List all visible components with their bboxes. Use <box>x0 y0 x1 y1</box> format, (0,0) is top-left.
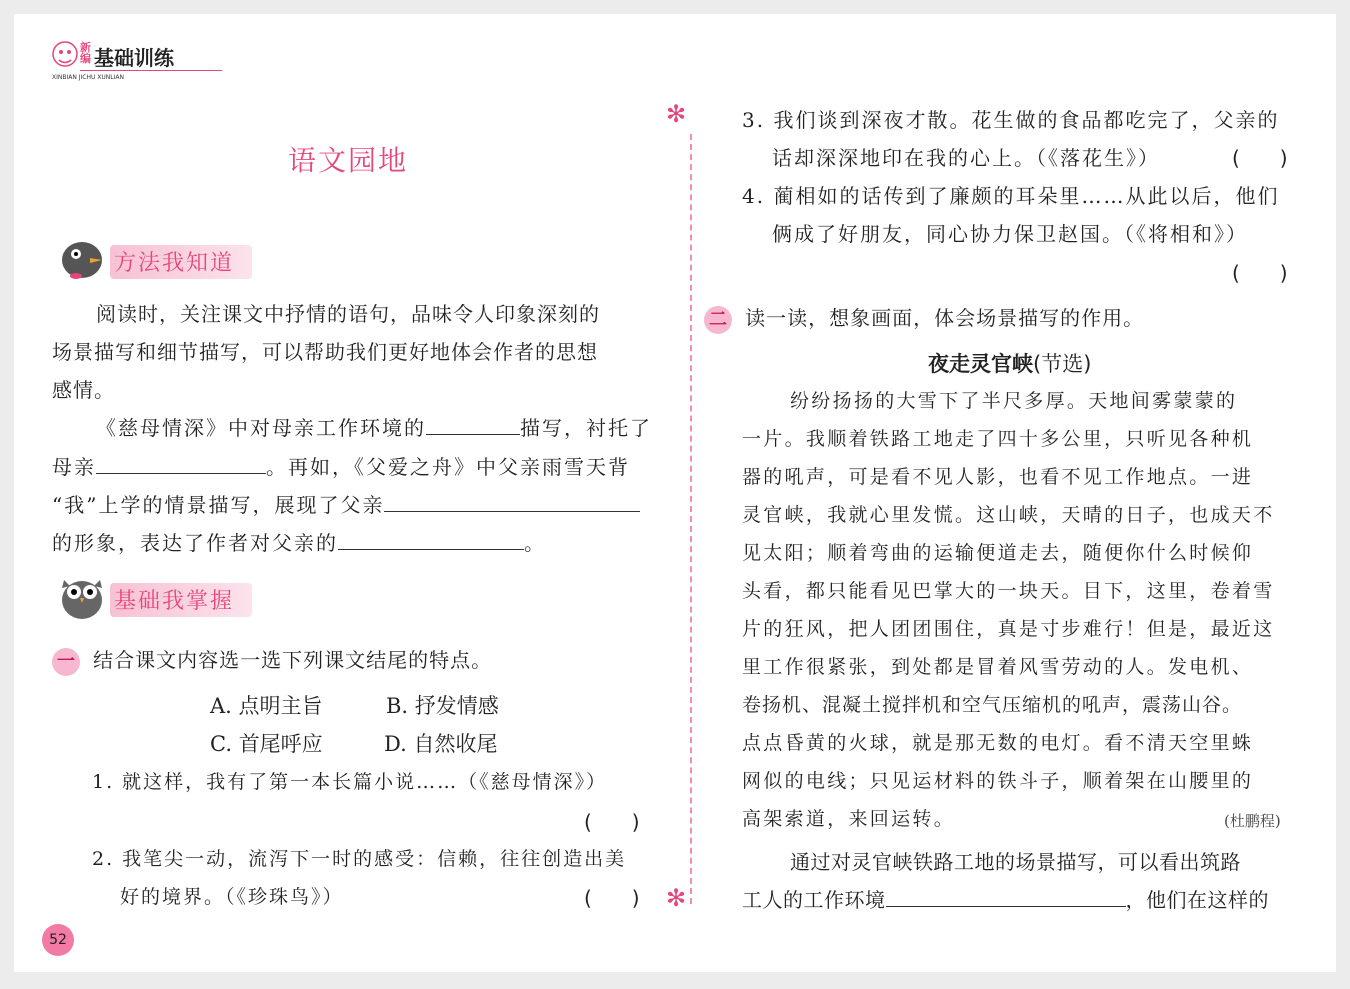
brand-top: 新编 <box>80 41 91 65</box>
brand-logo <box>50 38 190 81</box>
option-text: 首尾呼应 <box>238 732 323 756</box>
method-line-1: 阅读时，关注课文中抒情的语句，品味令人印象深刻的 <box>96 302 600 326</box>
question2 <box>704 302 1144 334</box>
method-line-2: 场景描写和细节描写，可以帮助我们更好地体会作者的思想 <box>52 340 598 364</box>
answer-paren[interactable]: ( ) <box>1232 146 1288 170</box>
answer-paren[interactable]: ( ) <box>584 810 640 834</box>
item-2-line-2: 好的境界。（《珍珠鸟》） <box>120 886 344 908</box>
item-4-line-1: 4. 蔺相如的话传到了廉颇的耳朵里……从此以后，他们 <box>742 184 1280 208</box>
method-line-3: 感情。 <box>52 378 115 402</box>
answer-paren[interactable]: ( ) <box>1232 261 1288 285</box>
passage-line: 卷扬机、混凝土搅拌机和空气压缩机的吼声，震荡山谷。 <box>742 694 1243 716</box>
option-letter: D. <box>384 732 407 756</box>
item-3-line-2: 话却深深地印在我的心上。（《落花生》） <box>772 146 1160 170</box>
passage-line: 灵官峡，我就心里发慌。这山峡，天晴的日子，也成天不 <box>742 504 1275 526</box>
item-3-line-1: 3. 我们谈到深夜才散。花生做的食品都吃完了，父亲的 <box>742 108 1280 132</box>
page-divider <box>690 134 692 904</box>
fill-line-3 <box>52 489 640 518</box>
final-line-2 <box>742 884 1269 913</box>
blank-input[interactable] <box>338 531 524 550</box>
answer-paren[interactable]: ( ) <box>584 886 640 910</box>
option-d <box>384 728 497 758</box>
q1-badge: 一 <box>52 648 80 676</box>
passage-title-main: 夜走灵官峡 <box>928 352 1033 376</box>
passage-line: 里工作很紧张，到处都是冒着风雪劳动的人。发电机、 <box>742 656 1254 678</box>
final-text: 工人的工作环境 <box>742 888 886 912</box>
passage-line: 网似的电线；只见运材料的铁斗子，顺着架在山腰里的 <box>742 770 1254 792</box>
final-line-1: 通过对灵官峡铁路工地的场景描写，可以看出筑路 <box>790 850 1241 874</box>
fill-text: 《慈母情深》中对母亲工作环境的 <box>96 416 426 440</box>
fill-text: 。再如，《父爱之舟》中父亲雨雪天背 <box>266 455 630 479</box>
page-title: 语文园地 <box>288 144 409 177</box>
passage-line: 纷纷扬扬的大雪下了半尺多厚。天地间雾蒙蒙的 <box>790 390 1238 412</box>
passage-line: 高架索道，来回运转。 <box>742 808 956 830</box>
page-number-text: 52 <box>49 932 67 948</box>
passage-author: (杜鹏程) <box>1224 812 1281 830</box>
option-b <box>386 690 499 720</box>
passage-line: 点点昏黄的火球，就是那无数的电灯。看不清天空里蛛 <box>742 732 1254 754</box>
option-text: 点明主旨 <box>238 694 323 718</box>
blank-input[interactable] <box>96 455 266 474</box>
passage-line: 片的狂风，把人团团围住，真是寸步难行！但是，最近这 <box>742 618 1275 640</box>
option-c <box>210 728 323 758</box>
fill-text: 描写，衬托了 <box>520 416 652 440</box>
item-2-line-1: 2. 我笔尖一动，流泻下一时的感受：信赖，往往创造出美 <box>92 848 627 870</box>
item-4-line-2: 俩成了好朋友，同心协力保卫赵国。（《将相和》） <box>772 222 1248 246</box>
passage-line: 一片。我顺着铁路工地走了四十多公里，只听见各种机 <box>742 428 1254 450</box>
passage-line: 头看，都只能看见巴掌大的一块天。目下，这里，卷着雪 <box>742 580 1275 602</box>
blank-input[interactable] <box>426 416 520 435</box>
brand-main: 基础训练 <box>94 46 174 70</box>
workbook-page <box>14 14 1336 972</box>
question1 <box>52 644 492 676</box>
star-icon: ✻ <box>666 100 687 128</box>
option-text: 抒发情感 <box>414 694 499 718</box>
fill-text: 。 <box>524 531 546 555</box>
q2-badge: 二 <box>704 306 732 334</box>
fill-line-4 <box>52 527 546 556</box>
section2-title: 基础我掌握 <box>114 589 235 614</box>
passage-title <box>928 348 1091 378</box>
fill-line-2 <box>52 451 630 480</box>
fill-text: 母亲 <box>52 455 96 479</box>
option-letter: A. <box>210 694 232 718</box>
passage-line: 器的吼声，可是看不见人影，也看不见工作地点。一进 <box>742 466 1254 488</box>
option-letter: B. <box>386 694 409 718</box>
section1-title: 方法我知道 <box>114 251 235 276</box>
q2-text: 读一读，想象画面，体会场景描写的作用。 <box>745 306 1145 330</box>
option-text: 自然收尾 <box>413 732 498 756</box>
fill-text: “我”上学的情景描写，展现了父亲 <box>52 493 385 517</box>
brand-underline <box>80 70 222 71</box>
item-1: 1. 就这样，我有了第一本长篇小说……（《慈母情深》） <box>92 771 608 793</box>
passage-line: 见太阳；顺着弯曲的运输便道走去，随便你什么时候仰 <box>742 542 1254 564</box>
brand-pinyin: XINBIAN JICHU XUNLIAN <box>52 74 124 81</box>
mascot-icon <box>50 38 80 72</box>
page-number <box>42 924 74 956</box>
q1-text: 结合课文内容选一选下列课文结尾的特点。 <box>93 648 493 672</box>
passage-title-suffix: (节选) <box>1033 352 1092 376</box>
owl-icon <box>56 570 108 622</box>
blank-input[interactable] <box>886 888 1126 907</box>
bird-icon <box>56 232 108 282</box>
fill-line-1 <box>96 412 652 441</box>
final-text: ，他们在这样的 <box>1125 888 1269 912</box>
option-letter: C. <box>210 732 232 756</box>
option-a <box>210 690 323 720</box>
blank-input[interactable] <box>384 493 640 512</box>
fill-text: 的形象，表达了作者对父亲的 <box>52 531 338 555</box>
star-icon: ✻ <box>666 884 687 912</box>
